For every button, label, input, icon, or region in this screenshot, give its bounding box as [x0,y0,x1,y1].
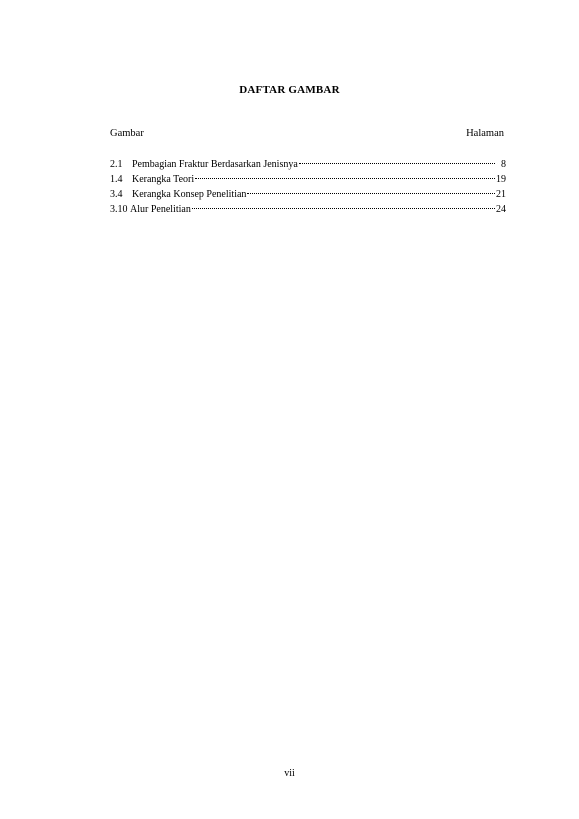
figure-number: 2.1 [110,159,123,170]
figure-page-number: 24 [496,204,506,215]
figure-label: Alur Penelitian [130,204,191,215]
column-headers [110,128,504,139]
figure-list [110,157,506,217]
figure-number: 3.10 [110,204,128,215]
page-title: DAFTAR GAMBAR [239,84,340,96]
figure-list-item [110,187,506,202]
figure-list-item [110,172,506,187]
figure-list-item [110,202,506,217]
figure-label: Kerangka Teori [132,174,195,185]
figure-label: Kerangka Konsep Penelitian [132,189,247,200]
page-number: vii [284,768,295,779]
figure-page-number: 19 [496,174,506,185]
column-header-page: Halaman [466,128,504,139]
column-header-figure: Gambar [110,128,144,139]
figure-number: 1.4 [110,174,123,185]
dot-leader [247,193,495,194]
figure-label: Pembagian Fraktur Berdasarkan Jenisnya [132,159,298,170]
dot-leader [192,208,495,209]
figure-page-number: 8 [501,159,506,170]
figure-page-number: 21 [496,189,506,200]
figure-list-item [110,157,506,172]
dot-leader [299,163,495,164]
figure-number: 3.4 [110,189,123,200]
dot-leader [195,178,495,179]
